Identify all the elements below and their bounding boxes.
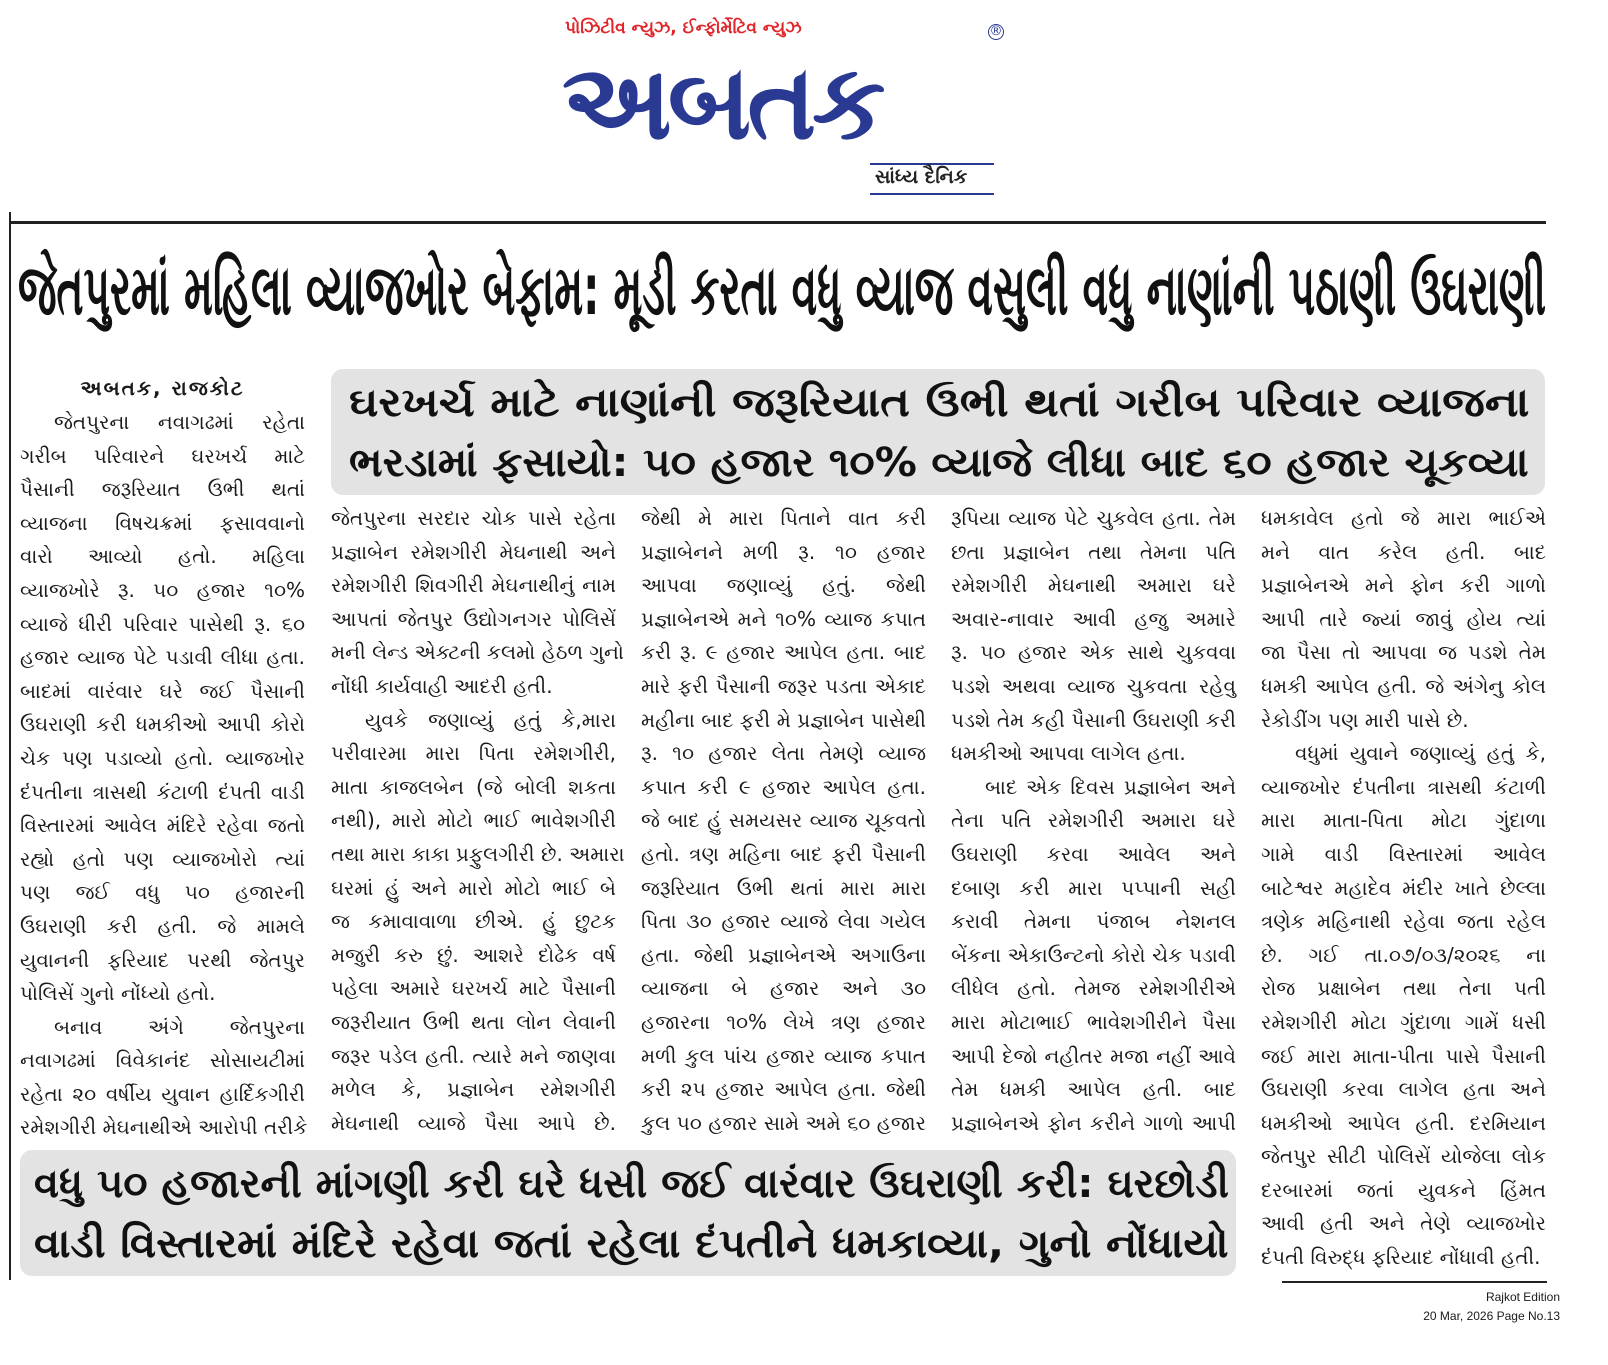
article-line: જરૂર પડેલ હતી. ત્યારે મને જાણવા (331, 1043, 616, 1068)
article-line: તેના પતિ રમેશગીરી અમારા ઘરે (951, 808, 1236, 833)
article-line: જરૂરીયાત ઉભી થતા લોન લેવાની (331, 1009, 616, 1034)
article-line: ઉઘરાણી કરવા લાગેલ હતા અને (1261, 1077, 1546, 1102)
article-line: અવાર-નાવાર આવી હજુ અમારે (951, 606, 1236, 631)
article-line: બેંકના એકાઉન્ટનો કોરો ચેક પડાવી (951, 942, 1236, 967)
article-line: વ્યાજખોર દંપતીના ત્રાસથી કંટાળી (1261, 774, 1546, 799)
article-line: જઈ મારા માતા-પીતા પાસે પૈસાની (1261, 1043, 1546, 1068)
article-line: યુવાનની ફરિયાદ પરથી જેતપુર (20, 947, 305, 972)
article-line: દંપતીના ત્રાસથી કંટાળી દંપતી વાડી (20, 779, 305, 804)
edition-type: સાંધ્ય દૈનિક (875, 166, 968, 188)
article-line: મારે ફરી પૈસાની જરૂર પડતા એકાદ (641, 673, 926, 698)
article-line: મજુરી કરુ છું. આશરે દોઢેક વર્ષ (331, 942, 616, 967)
article-column-5 (1261, 502, 1546, 1275)
article-line: બાટેશ્વર મહાદેવ મંદીર ખાતે છેલ્લા (1261, 875, 1546, 900)
article-line: જેતપુરના સરદાર ચોક પાસે રહેતા (331, 506, 616, 530)
article-line: લીધેલ હતો. તેમજ રમેશગીરીએ (951, 976, 1236, 1001)
article-line: ઉઘરાણી કરી ધમકીઓ આપી કોરો (20, 712, 305, 737)
article-line: કરી ૨૫ હજાર આપેલ હતા. જેથી (641, 1077, 926, 1102)
article-line: પ્રજ્ઞાબેનને મળી રૂ. ૧૦ હજાર (641, 539, 926, 564)
logo-divider (870, 193, 994, 195)
article-line: પણ જઈ વધુ ૫૦ હજારની (20, 880, 305, 905)
article-line: મને વાત કરેલ હતી. બાદ (1261, 539, 1546, 564)
article-line: બાદ એક દિવસ પ્રજ્ઞાબેન અને (985, 774, 1236, 799)
article-line: નોંધી કાર્યવાહી આદરી હતી. (331, 673, 553, 698)
article-line: વ્યાજખોરે રૂ. ૫૦ હજાર ૧૦% (20, 577, 305, 602)
article-line: મળી કુલ પાંચ હજાર વ્યાજ કપાત (641, 1043, 926, 1068)
article-line: રહ્યો હતો પણ વ્યાજખોરો ત્યાં (20, 846, 305, 871)
article-line: નથી), મારો મોટો ભાઈ ભાવેશગીરી (331, 808, 616, 833)
article-line: કરી રૂ. ૯ હજાર આપેલ હતા. બાદ (641, 640, 926, 665)
article-line: પ્રજ્ઞાબેનએ મને ફોન કરી ગાળો (1261, 573, 1546, 598)
bottom-highlight-box (20, 1150, 1236, 1276)
article-line: ત્રણેક મહિનાથી રહેવા જતા રહેલ (1261, 909, 1546, 934)
article-line: જેથી મે મારા પિતાને વાત કરી (641, 506, 926, 530)
subheadline-line: ભરડામાં ફસાયો: ૫૦ હજાર ૧૦% વ્યાજે લીધા બાદ ૬૦ હજાર ચૂકવ્યા (349, 440, 1529, 486)
article-line: ધમકીઓ આપેલ હતી. દરમિયાન (1261, 1110, 1546, 1135)
article-line: પહેલા અમારે ઘરખર્ચ માટે પૈસાની (331, 976, 616, 1001)
footer-rule (1282, 1281, 1547, 1283)
article-line: પડશે તેમ કહી પૈસાની ઉઘરાણી કરી (951, 707, 1236, 732)
article-line: રોજ પ્રક્ષાબેન તથા તેના પતી (1261, 976, 1546, 1001)
article-line: ચેક પણ પડાવ્યો હતો. વ્યાજખોર (20, 745, 305, 770)
article-line: હજારના ૧૦% લેખે ત્રણ હજાર (641, 1009, 926, 1034)
masthead-tagline: પોઝિટીવ ન્યુઝ, ઈન્ફોર્મેટિવ ન્યુઝ (565, 18, 802, 38)
article-line: વધુમાં યુવાને જણાવ્યું હતું કે, (1295, 741, 1546, 766)
article-line: રેકોડીંગ પણ મારી પાસે છે. (1261, 707, 1469, 732)
article-line: પ્રજ્ઞાબેનએ ફોન કરીને ગાળો આપી (951, 1110, 1236, 1135)
edition-info (1423, 1288, 1560, 1326)
article-line: બનાવ અંગે જેતપુરના (54, 1014, 305, 1039)
article-column-3 (641, 502, 926, 1140)
article-line: ધમકાવેલ હતો જે મારા ભાઈએ (1261, 506, 1546, 530)
article-line: તથા મારા કાકા પ્રફુલગીરી છે. અમારા (331, 841, 625, 866)
article-line: બાદમાં વારંવાર ઘરે જઈ પૈસાની (20, 678, 305, 703)
article-column-4 (951, 502, 1236, 1140)
article-line: તેમ ધમકી આપેલ હતી. બાદ (951, 1077, 1236, 1102)
headline: જેતપુરમાં મહિલા વ્યાજખોર બેફામ: મૂડી કરતા વધુ વ્યાજ વસુલી વધુ નાણાંની પઠાણી ઉઘરાણી (18, 249, 1546, 331)
logo-divider (870, 163, 994, 165)
article-line: મની લેન્ડ એક્ટની કલમો હેઠળ ગુનો (331, 640, 624, 665)
article-line: ગરીબ પરિવારને ઘરખર્ચ માટે (20, 443, 305, 468)
article-line: જેતપુરના નવાગઢમાં રહેતા (54, 410, 305, 434)
article-line: માતા કાજલબેન (જે બોલી શકતા (331, 774, 616, 799)
article-line: મેઘનાથી વ્યાજે પૈસા આપે છે. (331, 1110, 616, 1135)
left-rule (9, 212, 11, 1280)
article-line: રમેશગીરી શિવગીરી મેઘનાથીનું નામ (331, 573, 616, 598)
newspaper-logo: અબતક (562, 41, 882, 163)
article-line: કુલ ૫૦ હજાર સામે અમે ૬૦ હજાર (641, 1110, 926, 1135)
article-line: મારા મોટાભાઈ ભાવેશગીરીને પૈસા (951, 1009, 1236, 1034)
article-line: યુવકે જણાવ્યું હતું કે,મારા (365, 707, 616, 732)
article-line: મળેલ કે, પ્રજ્ઞાબેન રમેશગીરી (331, 1077, 616, 1102)
article-line: આવી હતી અને તેણે વ્યાજખોર (1261, 1211, 1546, 1236)
article-line: હતો. ત્રણ મહિના બાદ ફરી પૈસાની (641, 841, 926, 866)
article-line: વારો આવ્યો હતો. મહિલા (20, 544, 305, 569)
article-line: રૂ. ૫૦ હજાર એક સાથે ચુકવવા (951, 640, 1236, 665)
article-line: પ્રજ્ઞાબેનએ મને ૧૦% વ્યાજ કપાત (641, 606, 926, 631)
article-line: આપવા જણાવ્યું હતું. જેથી (641, 573, 926, 598)
article-line: ઘરમાં હું અને મારો મોટો ભાઈ બે (331, 875, 616, 900)
article-line: જે બાદ હું સમયસર વ્યાજ ચૂકવતો (641, 808, 926, 833)
article-line: મારા માતા-પિતા મોટા ગુંદાળા (1261, 808, 1546, 833)
dateline: અબતક, રાજકોટ (80, 376, 245, 400)
article-line: દબાણ કરી મારા પપ્પાની સહી (951, 875, 1236, 900)
highlight-line: વાડી વિસ્તારમાં મંદિરે રહેવા જતાં રહેલા દંપતીને ધમકાવ્યા, ગુનો નોંધાયો (34, 1221, 1229, 1267)
article-line: જ કમાવાવાળા છીએ. હું છુટક (331, 909, 616, 934)
article-line: પરીવારમા મારા પિતા રમેશગીરી, (331, 741, 616, 766)
article-column-1 (20, 370, 308, 1145)
subheadline-box (331, 369, 1545, 495)
article-line: હતા. જેથી પ્રજ્ઞાબેનએ અગાઉના (641, 942, 926, 967)
article-line: પૈસાની જરૂરિયાત ઉભી થતાં (20, 477, 305, 502)
article-line: ઉઘરાણી કરી હતી. જે મામલે (20, 913, 305, 938)
article-line: છતા પ્રજ્ઞાબેન તથા તેમના પતિ (951, 539, 1236, 564)
article-line: વ્યાજના બે હજાર અને ૩૦ (641, 976, 926, 1001)
date-page: 20 Mar, 2026 Page No.13 (1423, 1309, 1560, 1323)
article-line: વ્યાજના વિષચક્રમાં ફસાવવાનો (20, 510, 305, 535)
subheadline-line: ઘરખર્ચ માટે નાણાંની જરૂરિયાત ઉભી થતાં ગરીબ પરિવાર વ્યાજના (349, 380, 1530, 426)
article-line: કપાત કરી ૯ હજાર આપેલ હતા. (641, 774, 926, 799)
article-line: મહીના બાદ ફરી મે પ્રજ્ઞાબેન પાસેથી (641, 707, 926, 732)
article-line: રમેશગીરી મેઘનાથીએ આરોપી તરીકે (20, 1115, 308, 1140)
article-line: જેતપુર સીટી પોલિસેં યોજેલા લોક (1261, 1144, 1546, 1169)
article-line: રહેતા ૨૦ વર્ષીય યુવાન હાર્દિકગીરી (20, 1081, 305, 1106)
article-line: વ્યાજે ધીરી પરિવાર પાસેથી રૂ. ૬૦ (20, 611, 305, 636)
article-line: જા પૈસા તો આપવા જ પડશે તેમ (1261, 640, 1546, 665)
article-line: પ્રજ્ઞાબેન રમેશગીરી મેઘનાથી અને (331, 539, 616, 564)
article-line: રૂપિયા વ્યાજ પેટે ચુકવેલ હતા. તેમ (951, 506, 1236, 530)
article-line: જરૂરિયાત ઉભી થતાં મારા મારા (641, 875, 926, 900)
article-line: પડશે અથવા વ્યાજ ચુકવતા રહેવુ (951, 673, 1236, 698)
article-line: છે. ગઈ તા.૦૭/૦૩/૨૦૨૬ ના (1261, 942, 1546, 967)
article-line: ઉઘરાણી કરવા આવેલ અને (951, 841, 1236, 866)
headline-container (18, 230, 1546, 350)
edition-name: Rajkot Edition (1485, 1290, 1560, 1304)
article-line: દરબારમાં જતાં યુવકને હિંમત (1261, 1177, 1546, 1202)
article-line: રમેશગીરી મોટા ગુંદાળા ગામેં ધસી (1261, 1009, 1546, 1034)
article-line: હજાર વ્યાજ પેટે પડાવી લીધા હતા. (20, 645, 305, 670)
article-line: ગામે વાડી વિસ્તારમાં આવેલ (1261, 841, 1546, 866)
article-line: નવાગઢમાં વિવેકાનંદ સોસાયટીમાં (20, 1048, 305, 1073)
article-line: ધમકી આપેલ હતી. જે અંગેનુ કોલ (1261, 673, 1546, 698)
article-line: પોલિસેં ગુનો નોંધ્યો હતો. (20, 981, 216, 1006)
article-line: કરાવી તેમના પંજાબ નેશનલ (951, 909, 1236, 934)
top-rule (10, 221, 1546, 224)
article-line: આપી દેજો નહીતર મજા નહીં આવે (951, 1043, 1236, 1068)
article-line: રમેશગીરી મેઘનાથી અમારા ઘરે (951, 573, 1236, 598)
article-line: રૂ. ૧૦ હજાર લેતા તેમણે વ્યાજ (641, 741, 926, 766)
highlight-line: વધુ ૫૦ હજારની માંગણી કરી ઘરે ધસી જઈ વારંવાર ઉઘરાણી કરી: ઘરછોડી (34, 1161, 1229, 1207)
registered-mark: ® (989, 24, 1003, 39)
article-column-2 (331, 502, 625, 1140)
article-line: વિસ્તારમાં આવેલ મંદિરે રહેવા જતો (20, 813, 305, 838)
article-line: ધમકીઓ આપવા લાગેલ હતા. (951, 741, 1186, 766)
article-line: આપી તારે જ્યાં જાવું હોય ત્યાં (1261, 606, 1546, 631)
article-line: દંપતી વિરુદ્ધ ફરિયાદ નોંધાવી હતી. (1261, 1245, 1541, 1270)
article-line: આપતાં જેતપુર ઉદ્યોગનગર પોલિસેં (331, 606, 616, 631)
article-line: પિતા ૩૦ હજાર વ્યાજે લેવા ગયેલ (641, 909, 926, 934)
